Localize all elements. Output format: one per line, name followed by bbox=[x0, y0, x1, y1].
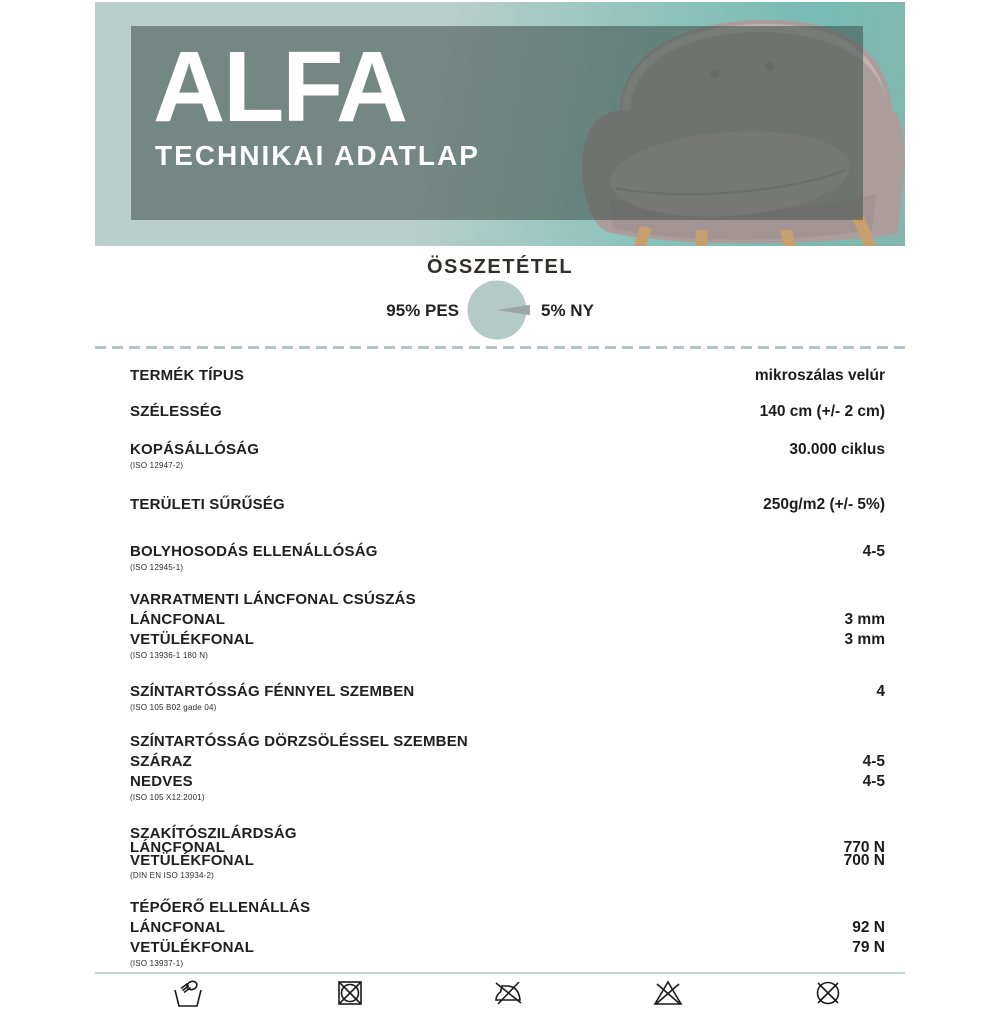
iso-note: (ISO 13937-1) bbox=[130, 959, 184, 968]
row-value: 140 cm (+/- 2 cm) bbox=[759, 403, 885, 420]
iso-note: (ISO 105 B02 gade 04) bbox=[130, 703, 217, 712]
table-row-group bbox=[130, 732, 885, 802]
subrow-label: LÁNCFONAL bbox=[130, 611, 226, 628]
pie-label-pes: 95% PES bbox=[386, 301, 459, 320]
table-row-group bbox=[130, 590, 885, 660]
do-not-dry-clean-icon bbox=[812, 977, 844, 1009]
subrow-value: 92 N bbox=[852, 919, 885, 936]
subrow-value: 4-5 bbox=[862, 753, 885, 770]
subrow-label: NEDVES bbox=[130, 773, 193, 790]
subrow-label: VETÜLÉKFONAL bbox=[130, 631, 255, 648]
group-label: SZAKÍTÓSZILÁRDSÁG bbox=[130, 825, 297, 842]
subrow-value: 3 mm bbox=[844, 611, 885, 628]
table-row bbox=[130, 402, 885, 422]
table-row bbox=[130, 440, 885, 470]
table-row-group bbox=[130, 827, 885, 880]
subrow-label: LÁNCFONAL bbox=[130, 838, 226, 856]
do-not-iron-icon bbox=[492, 977, 524, 1009]
subrow-label: VETÜLÉKFONAL bbox=[130, 939, 255, 956]
iso-note: (ISO 13936-1 180 N) bbox=[130, 651, 209, 660]
chair-leg bbox=[695, 230, 708, 246]
iso-note: (ISO 12947-2) bbox=[130, 461, 184, 470]
table-row bbox=[130, 366, 885, 386]
row-label: SZÉLESSÉG bbox=[130, 403, 222, 420]
do-not-tumble-dry-icon bbox=[334, 977, 366, 1009]
row-label: SZÍNTARTÓSSÁG FÉNNYEL SZEMBEN bbox=[130, 683, 415, 700]
row-value: 4 bbox=[876, 683, 885, 700]
composition-title: ÖSSZETÉTEL bbox=[426, 256, 574, 278]
hand-wash-icon bbox=[172, 977, 204, 1009]
table-row bbox=[130, 495, 885, 515]
subrow-label: SZÁRAZ bbox=[130, 753, 193, 770]
product-title: ALFA bbox=[153, 31, 407, 143]
subrow-value: 4-5 bbox=[862, 773, 885, 790]
footer-divider-line bbox=[95, 972, 905, 974]
do-not-bleach-icon bbox=[652, 977, 684, 1009]
subrow-value: 770 N bbox=[843, 838, 885, 856]
dashed-separator bbox=[95, 346, 905, 349]
row-label: BOLYHOSODÁS ELLENÁLLÓSÁG bbox=[130, 543, 378, 560]
pie-label-ny: 5% NY bbox=[541, 301, 594, 320]
iso-note: (ISO 105 X12:2001) bbox=[130, 793, 205, 802]
row-label: TERMÉK TÍPUS bbox=[130, 367, 245, 384]
group-label: VARRATMENTI LÁNCFONAL CSÚSZÁS bbox=[130, 591, 416, 608]
subrow-label: LÁNCFONAL bbox=[130, 919, 226, 936]
header-banner bbox=[95, 2, 905, 246]
row-label: KOPÁSÁLLÓSÁG bbox=[130, 441, 260, 458]
subrow-value: 700 N bbox=[843, 852, 885, 869]
iso-note: (DIN EN ISO 13934-2) bbox=[130, 870, 215, 880]
group-label: SZÍNTARTÓSSÁG DÖRZSÖLÉSSEL SZEMBEN bbox=[130, 733, 468, 750]
row-value: 250g/m2 (+/- 5%) bbox=[763, 496, 885, 513]
table-row-group bbox=[130, 898, 885, 968]
row-value: mikroszálas velúr bbox=[754, 367, 885, 384]
row-value: 4-5 bbox=[862, 543, 885, 560]
subrow-value: 79 N bbox=[852, 939, 885, 956]
subrow-label: VETÜLÉKFONAL bbox=[130, 852, 255, 869]
spec-table bbox=[0, 350, 1000, 972]
row-label: TERÜLETI SŰRŰSÉG bbox=[130, 496, 285, 513]
table-row bbox=[130, 682, 885, 712]
iso-note: (ISO 12945-1) bbox=[130, 563, 184, 572]
subrow-value: 3 mm bbox=[844, 631, 885, 648]
table-row bbox=[130, 542, 885, 572]
group-label: TÉPŐERŐ ELLENÁLLÁS bbox=[130, 899, 311, 916]
composition-pie-chart bbox=[464, 277, 540, 343]
page-subtitle: TECHNIKAI ADATLAP bbox=[155, 140, 480, 171]
row-value: 30.000 ciklus bbox=[789, 441, 885, 458]
